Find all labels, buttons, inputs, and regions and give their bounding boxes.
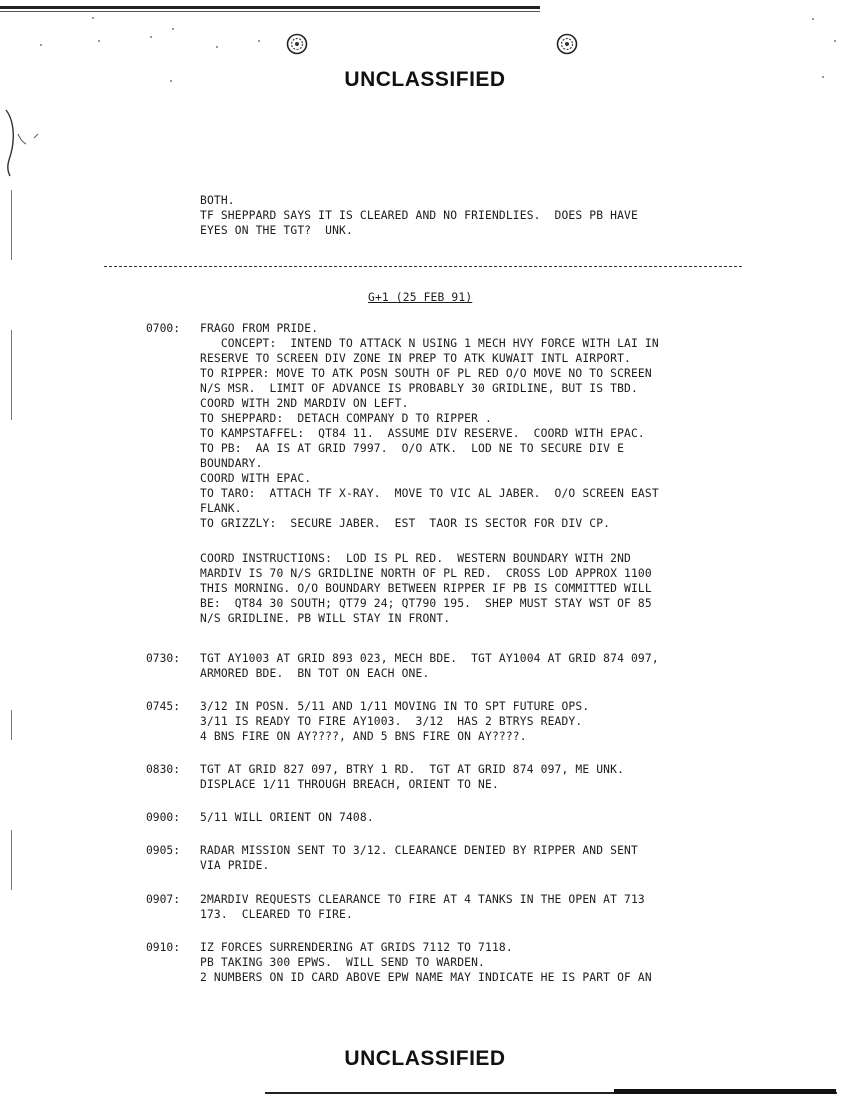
entry-line: IZ FORCES SURRENDERING AT GRIDS 7112 TO 7118. xyxy=(200,941,513,954)
scan-speck xyxy=(150,36,152,38)
entry-line: 2MARDIV REQUESTS CLEARANCE TO FIRE AT 4 TANKS IN THE OPEN AT 713 xyxy=(200,893,645,906)
entry-time: 0730: xyxy=(146,652,181,665)
entry-line: 173. CLEARED TO FIRE. xyxy=(200,908,353,921)
day-heading: G+1 (25 FEB 91) xyxy=(368,291,473,304)
entry-line: N/S GRIDLINE. PB WILL STAY IN FRONT. xyxy=(200,612,451,625)
entry-line: TO GRIZZLY: SECURE JABER. EST TAOR IS SECTOR FOR DIV CP. xyxy=(200,517,611,530)
entry-line: TGT AT GRID 827 097, BTRY 1 RD. TGT AT GRID 874 097, ME UNK. xyxy=(200,763,625,776)
entry-line: COORD WITH EPAC. xyxy=(200,472,312,485)
scan-speck xyxy=(98,40,100,42)
scan-speck xyxy=(172,28,174,30)
entry-line: RESERVE TO SCREEN DIV ZONE IN PREP TO ATK KUWAIT INTL AIRPORT. xyxy=(200,352,631,365)
continuation-line: EYES ON THE TGT? UNK. xyxy=(200,224,353,237)
entry-line: FRAGO FROM PRIDE. xyxy=(200,322,319,335)
entry-line: 3/11 IS READY TO FIRE AY1003. 3/12 HAS 2 BTRYS READY. xyxy=(200,715,583,728)
bottom-rule-heavy xyxy=(614,1089,836,1094)
entry-time: 0745: xyxy=(146,700,181,713)
entry-line: MARDIV IS 70 N/S GRIDLINE NORTH OF PL RED. CROSS LOD APPROX 1100 xyxy=(200,567,652,580)
scan-speck xyxy=(812,18,814,20)
margin-line xyxy=(11,190,12,260)
entry-time: 0830: xyxy=(146,763,181,776)
margin-line xyxy=(11,710,12,740)
entry-line: TO PB: AA IS AT GRID 7997. O/O ATK. LOD NE TO SECURE DIV E xyxy=(200,442,625,455)
entry-time: 0907: xyxy=(146,893,181,906)
entry-line: TO TARO: ATTACH TF X-RAY. MOVE TO VIC AL JABER. O/O SCREEN EAST xyxy=(200,487,659,500)
entry-line: ARMORED BDE. BN TOT ON EACH ONE. xyxy=(200,667,430,680)
header-classification: UNCLASSIFIED xyxy=(344,68,506,91)
seal-icon xyxy=(286,33,308,55)
scan-speck xyxy=(92,17,94,19)
section-divider xyxy=(104,266,742,267)
entry-time: 0900: xyxy=(146,811,181,824)
margin-line xyxy=(11,330,12,420)
continuation-line: TF SHEPPARD SAYS IT IS CLEARED AND NO FRIENDLIES. DOES PB HAVE xyxy=(200,209,638,222)
entry-time: 0910: xyxy=(146,941,181,954)
entry-line: TO SHEPPARD: DETACH COMPANY D TO RIPPER . xyxy=(200,412,492,425)
entry-line: TO KAMPSTAFFEL: QT84 11. ASSUME DIV RESERVE. COORD WITH EPAC. xyxy=(200,427,645,440)
entry-line: RADAR MISSION SENT TO 3/12. CLEARANCE DENIED BY RIPPER AND SENT xyxy=(200,844,638,857)
footer-classification: UNCLASSIFIED xyxy=(344,1047,506,1070)
entry-line: N/S MSR. LIMIT OF ADVANCE IS PROBABLY 30 GRIDLINE, BUT IS TBD. xyxy=(200,382,638,395)
margin-bracket-mark xyxy=(0,106,44,178)
entry-line: VIA PRIDE. xyxy=(200,859,270,872)
entry-line: BOUNDARY. xyxy=(200,457,263,470)
entry-line: 2 NUMBERS ON ID CARD ABOVE EPW NAME MAY INDICATE HE IS PART OF AN xyxy=(200,971,652,984)
scan-speck xyxy=(216,46,218,48)
scan-speck xyxy=(834,40,836,42)
entry-line: 3/12 IN POSN. 5/11 AND 1/11 MOVING IN TO SPT FUTURE OPS. xyxy=(200,700,590,713)
entry-line: TGT AY1003 AT GRID 893 023, MECH BDE. TGT AY1004 AT GRID 874 097, xyxy=(200,652,659,665)
continuation-line: BOTH. xyxy=(200,194,235,207)
top-rule-thin xyxy=(0,11,540,12)
entry-line: FLANK. xyxy=(200,502,242,515)
entry-line: COORD INSTRUCTIONS: LOD IS PL RED. WESTERN BOUNDARY WITH 2ND xyxy=(200,552,631,565)
entry-line: THIS MORNING. O/O BOUNDARY BETWEEN RIPPER IF PB IS COMMITTED WILL xyxy=(200,582,652,595)
entry-line: TO RIPPER: MOVE TO ATK POSN SOUTH OF PL RED O/O MOVE NO TO SCREEN xyxy=(200,367,652,380)
entry-time: 0905: xyxy=(146,844,181,857)
entry-line: DISPLACE 1/11 THROUGH BREACH, ORIENT TO NE. xyxy=(200,778,499,791)
entry-line: BE: QT84 30 SOUTH; QT79 24; QT790 195. SHEP MUST STAY WST OF 85 xyxy=(200,597,652,610)
entry-line: 4 BNS FIRE ON AY????, AND 5 BNS FIRE ON AY????. xyxy=(200,730,527,743)
entry-line: PB TAKING 300 EPWS. WILL SEND TO WARDEN. xyxy=(200,956,486,969)
entry-line: COORD WITH 2ND MARDIV ON LEFT. xyxy=(200,397,409,410)
entry-line: 5/11 WILL ORIENT ON 7408. xyxy=(200,811,374,824)
scan-speck xyxy=(40,44,42,46)
entry-time: 0700: xyxy=(146,322,181,335)
margin-line xyxy=(11,830,12,890)
seal-icon xyxy=(556,33,578,55)
scan-speck xyxy=(258,40,260,42)
entry-line: CONCEPT: INTEND TO ATTACK N USING 1 MECH HVY FORCE WITH LAI IN xyxy=(200,337,659,350)
top-rule xyxy=(0,6,540,9)
